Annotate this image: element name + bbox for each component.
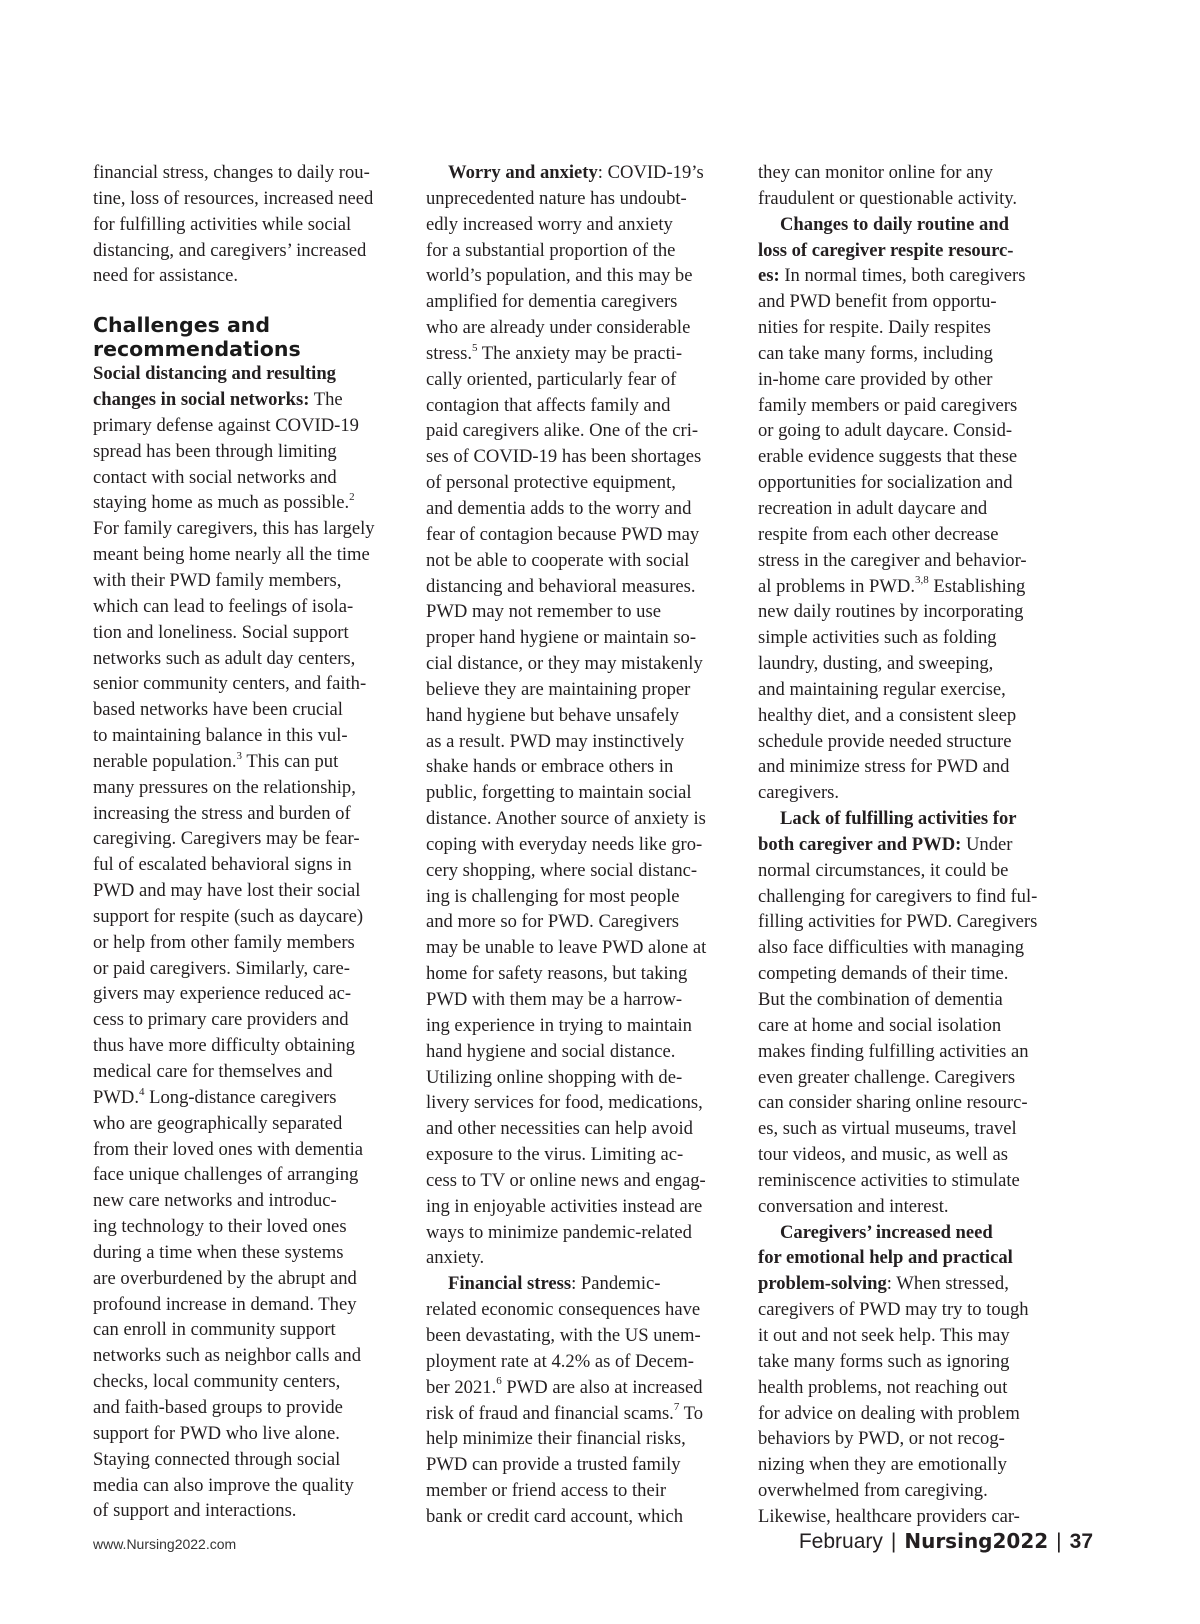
text-line: who are geographically separated xyxy=(93,1112,343,1134)
text-line: challenging for caregivers to find ful- xyxy=(758,885,1038,907)
text-line: for advice on dealing with problem xyxy=(758,1402,1020,1424)
text-line: not be able to cooperate with social xyxy=(426,549,690,571)
text-line: es, such as virtual museums, travel xyxy=(758,1118,1017,1140)
paragraph-daily-routine: Changes to daily routine and loss of caregiver respite resourc- es: In normal times, both caregivers and PWD benefit from opportu- nities for respite. Daily respites can take many forms, including in-home care provided by other family members or paid caregivers or going to adult daycare. Consid- erable evidence suggests that these opportunities for socialization and recreation in adult daycare and respite from each other decrease stress in the caregiver and behavior- al problems in PWD.$^{3,8}$ Establishing new daily routines by incorporating simple activities such as folding laundry, dusting, and sweeping, and maintaining regular exercise, healthy diet, and a consistent sleep schedule provide needed structure and minimize stress for PWD and caregivers. xyxy=(758,212,1070,806)
reference-4: 4 xyxy=(138,1085,145,1098)
text-line: reminiscence activities to stimulate xyxy=(758,1169,1020,1191)
text-line: opportunities for socialization and xyxy=(758,472,1013,494)
text-line: take many forms such as ignoring xyxy=(758,1350,1010,1372)
text-line: increasing the stress and burden of xyxy=(93,802,351,824)
intro-paragraph xyxy=(93,160,405,289)
text-line: new daily routines by incorporating xyxy=(758,601,1024,623)
text-line: care at home and social isolation xyxy=(758,1014,1002,1036)
text-line: support for respite (such as daycare) xyxy=(93,905,364,927)
text-line: senior community centers, and faith- xyxy=(93,673,367,695)
text-line: and faith-based groups to provide xyxy=(93,1396,343,1418)
text-line: caregiving. Caregivers may be fear- xyxy=(93,828,360,850)
text-line: may be unable to leave PWD alone at xyxy=(426,937,707,959)
footer-folio xyxy=(799,1529,1093,1554)
text-line: distancing and behavioral measures. xyxy=(426,575,696,597)
text-line: home for safety reasons, but taking xyxy=(426,963,688,985)
paragraph-financial-stress: Financial stress: Pandemic- related economic consequences have been devastating, with the US unem- ployment rate at 4.2% as of Decem- ber 2021.$^6$ PWD are also at increased risk of fraud and financial scams.$^7$ To help minimize their financial risks, PWD can provide a trusted family member or friend access to their bank or credit card account, which xyxy=(426,1271,738,1529)
text-line: caregivers. xyxy=(758,782,840,804)
text-line: from their loved ones with dementia xyxy=(93,1138,364,1160)
text-line: conversation and interest. xyxy=(758,1195,949,1217)
footer-magazine-name: Nursing2022 xyxy=(904,1529,1049,1553)
column-2 xyxy=(426,160,738,1530)
text-line: PWD may not remember to use xyxy=(426,601,661,623)
text-line: many pressures on the relationship, xyxy=(93,776,356,798)
text-line: to maintaining balance in this vul- xyxy=(93,725,348,747)
text-line: it out and not seek help. This may xyxy=(758,1324,1010,1346)
column-3 xyxy=(758,160,1070,1530)
text-line: ployment rate at 4.2% as of Decem- xyxy=(426,1350,694,1372)
text-line: medical care for themselves and xyxy=(93,1061,333,1082)
text-line: shake hands or embrace others in xyxy=(426,756,674,778)
text-line: ing technology to their loved ones xyxy=(93,1216,347,1238)
text-line: believe they are maintaining proper xyxy=(426,678,691,700)
text-line: cial distance, or they may mistakenly xyxy=(426,653,703,675)
text-line: PWD and may have lost their social xyxy=(93,880,361,902)
text-line: media can also improve the quality xyxy=(93,1474,354,1496)
footer-month: February xyxy=(798,1530,883,1553)
text-line: healthy diet, and a consistent sleep xyxy=(758,704,1017,726)
text-line: can take many forms, including xyxy=(758,342,993,364)
text-line: PWD can provide a trusted family xyxy=(426,1454,681,1476)
text-line: can consider sharing online resourc- xyxy=(758,1092,1028,1114)
text-line: even greater challenge. Caregivers xyxy=(758,1066,1016,1088)
text-line: For family caregivers, this has largely xyxy=(93,518,375,540)
text-line: ful of escalated behavioral signs in xyxy=(93,854,352,876)
text-line: ing experience in trying to maintain xyxy=(426,1014,692,1036)
text-line: are overburdened by the abrupt and xyxy=(93,1267,357,1289)
text-line: contact with social networks and xyxy=(93,466,337,488)
text-line: proper hand hygiene or maintain so- xyxy=(426,627,697,649)
text-line: and minimize stress for PWD and xyxy=(758,756,1010,778)
text-line: related economic consequences have xyxy=(426,1299,701,1321)
text-line: who are already under considerable xyxy=(426,317,691,339)
section-heading: Challenges and recommendations xyxy=(93,313,301,362)
text-line: need for assistance. xyxy=(93,265,239,287)
text-line: and more so for PWD. Caregivers xyxy=(426,911,680,933)
text-line: help minimize their financial risks, xyxy=(426,1428,686,1450)
paragraph-worry-anxiety: Worry and anxiety: COVID-19’s unprecedented nature has undoubt- edly increased worry and anxiety for a substantial proportion of the world’s population, and this may be amplified for dementia caregivers who are already under considerable stress.$^5$ The anxiety may be practi- cally oriented, particularly fear of contagion that affects family and paid caregivers alike. One of the cri- ses of COVID-19 has been shortages of personal protective equipment, and dementia adds to the worry and fear of contagion because PWD may not be able to cooperate with social distancing and behavioral measures. PWD may not remember to use proper hand hygiene or maintain so- cial distance, or they may mistakenly believe they are maintaining proper hand hygiene but behave unsafely as a result. PWD may instinctively shake hands or embrace others in public, forgetting to maintain social distance. Another source of anxiety is coping with everyday needs like gro- cery shopping, where social distanc- ing is challenging for most people and more so for PWD. Caregivers may be unable to leave PWD alone at home for safety reasons, but taking PWD with them may be a harrow- ing experience in trying to maintain hand hygiene and social distance. Utilizing online shopping with de- livery services for food, medications, and other necessities can help avoid exposure to the virus. Limiting ac- cess to TV or online news and engag- ing in enjoyable activities instead are ways to minimize pandemic-related anxiety. xyxy=(426,160,738,1271)
text-line: tour videos, and music, as well as xyxy=(758,1144,1008,1166)
text-line: filling activities for PWD. Caregivers xyxy=(758,911,1038,933)
text-line: makes finding fulfilling activities an xyxy=(758,1040,1029,1062)
text-line: family members or paid caregivers xyxy=(758,394,1018,416)
text-line: or going to adult daycare. Consid- xyxy=(758,420,1013,442)
text-line: bank or credit card account, which xyxy=(426,1505,684,1527)
footer-separator: | xyxy=(1056,1530,1062,1553)
text-line: which can lead to feelings of isola- xyxy=(93,595,354,617)
text-line: recreation in adult daycare and xyxy=(758,497,988,519)
text-line: edly increased worry and anxiety xyxy=(426,213,673,235)
text-line: But the combination of dementia xyxy=(758,989,1003,1010)
text-line: with their PWD family members, xyxy=(93,569,342,591)
text-line: they can monitor online for any xyxy=(758,162,993,183)
text-line: health problems, not reaching out xyxy=(758,1376,1008,1398)
text-line: ing in enjoyable activities instead are xyxy=(426,1195,703,1217)
text-line: spread has been through limiting xyxy=(93,440,337,462)
text-line: tion and loneliness. Social support xyxy=(93,621,349,643)
reference-6: 6 xyxy=(496,1375,502,1388)
text-line: support for PWD who live alone. xyxy=(93,1422,340,1444)
reference-3: 3 xyxy=(236,749,243,762)
text-line: amplified for dementia caregivers xyxy=(426,291,678,313)
text-line: and PWD benefit from opportu- xyxy=(758,291,997,313)
text-line: face unique challenges of arranging xyxy=(93,1164,359,1186)
reference-2: 2 xyxy=(349,491,355,504)
text-line: contagion that affects family and xyxy=(426,394,671,416)
text-line: distancing, and caregivers’ increased xyxy=(93,239,367,261)
text-line: or help from other family members xyxy=(93,931,355,953)
text-line: tine, loss of resources, increased need xyxy=(93,187,374,209)
text-line: and maintaining regular exercise, xyxy=(758,678,1006,700)
text-line: hand hygiene but behave unsafely xyxy=(426,704,679,726)
paragraph-continued xyxy=(758,160,1070,212)
text-line: anxiety. xyxy=(426,1247,485,1269)
text-line: checks, local community centers, xyxy=(93,1371,341,1393)
text-line: can enroll in community support xyxy=(93,1319,336,1341)
text-line: schedule provide needed structure xyxy=(758,730,1012,752)
text-line: during a time when these systems xyxy=(93,1241,344,1263)
text-line: world’s population, and this may be xyxy=(426,265,693,287)
text-line: cery shopping, where social distanc- xyxy=(426,859,698,881)
paragraph-fulfilling-activities: Lack of fulfilling activities for both caregiver and PWD: Under normal circumstances, it could be challenging for caregivers to find ful- filling activities for PWD. Caregivers also face difficulties with managing competing demands of their time. But the combination of dementia care at home and social isolation makes finding fulfilling activities an even greater challenge. Caregivers can consider sharing online resourc- es, such as virtual museums, travel tour videos, and music, as well as reminiscence activities to stimulate conversation and interest. xyxy=(758,806,1070,1220)
text-line: financial stress, changes to daily rou- xyxy=(93,162,370,183)
text-line: nities for respite. Daily respites xyxy=(758,317,991,339)
text-line: fear of contagion because PWD may xyxy=(426,523,700,545)
text-line: hand hygiene and social distance. xyxy=(426,1040,676,1062)
text-line: based networks have been crucial xyxy=(93,699,343,721)
text-line: member or friend access to their xyxy=(426,1480,667,1502)
reference-7: 7 xyxy=(673,1401,680,1414)
reference-3-8: 3,8 xyxy=(915,574,929,587)
text-line: ways to minimize pandemic-related xyxy=(426,1221,692,1243)
text-line: ses of COVID-19 has been shortages xyxy=(426,446,702,468)
text-line: stress in the caregiver and behavior- xyxy=(758,549,1027,571)
text-line: or paid caregivers. Similarly, care- xyxy=(93,957,350,979)
text-line: paid caregivers alike. One of the cri- xyxy=(426,420,699,442)
text-line: simple activities such as folding xyxy=(758,627,997,649)
text-line: networks such as neighbor calls and xyxy=(93,1345,361,1367)
text-line: ing is challenging for most people xyxy=(426,885,680,907)
text-line: new care networks and introduc- xyxy=(93,1190,337,1212)
text-line: cess to primary care providers and xyxy=(93,1009,349,1031)
text-line: distance. Another source of anxiety is xyxy=(426,808,706,830)
text-line: public, forgetting to maintain social xyxy=(426,782,692,804)
text-line: primary defense against COVID-19 xyxy=(93,414,359,436)
text-line: behaviors by PWD, or not recog- xyxy=(758,1428,1005,1450)
text-line: normal circumstances, it could be xyxy=(758,859,1009,881)
text-line: competing demands of their time. xyxy=(758,963,1009,985)
text-line: PWD with them may be a harrow- xyxy=(426,989,683,1010)
reference-5: 5 xyxy=(471,341,478,354)
text-line: for a substantial proportion of the xyxy=(426,239,676,261)
text-line: unprecedented nature has undoubt- xyxy=(426,187,687,209)
text-line: networks such as adult day centers, xyxy=(93,647,356,669)
text-line: coping with everyday needs like gro- xyxy=(426,833,703,855)
text-line: of support and interactions. xyxy=(93,1500,297,1522)
text-line: cess to TV or online news and engag- xyxy=(426,1169,706,1191)
text-line: thus have more difficulty obtaining xyxy=(93,1035,355,1057)
text-line: Utilizing online shopping with de- xyxy=(426,1066,683,1088)
text-line: cally oriented, particularly fear of xyxy=(426,368,677,390)
paragraph-social-distancing: Social distancing and resulting changes in social networks: The primary defense against COVID-19 spread has been through limiting contact with social networks and staying home as much as possible.$^2$ For family caregivers, this has largely meant being home nearly all the time with their PWD family members, which can lead to feelings of isola- tion and loneliness. Social support networks such as adult day centers, senior community centers, and faith- based networks have been crucial to maintaining balance in this vul- nerable population.$^3$ This can put many pressures on the relationship, increasing the stress and burden of caregiving. Caregivers may be fear- ful of escalated behavioral signs in PWD and may have lost their social support for respite (such as daycare) or help from other family members or paid caregivers. Similarly, care- givers may experience reduced ac- cess to primary care providers and thus have more difficulty obtaining medical care for themselves and PWD.$^4$ Long-distance caregivers who are geographically separated from their loved ones with dementia face unique challenges of arranging new care networks and introduc- ing technology to their loved ones during a time when these systems are overburdened by the abrupt and profound increase in demand. They can enroll in community support networks such as neighbor calls and checks, local community centers, and faith-based groups to provide support for PWD who live alone. Staying connected through social media can also improve the quality of support and interactions. xyxy=(93,361,405,1524)
text-line: and dementia adds to the worry and xyxy=(426,497,692,519)
footer-separator: | xyxy=(890,1530,897,1553)
text-line: also face difficulties with managing xyxy=(758,937,1025,959)
text-line: givers may experience reduced ac- xyxy=(93,983,352,1005)
text-line: nizing when they are emotionally xyxy=(758,1454,1007,1476)
paragraph-emotional-help: Caregivers’ increased need for emotional help and practical problem-solving: When stressed, caregivers of PWD may try to tough it out and not seek help. This may take many forms such as ignoring health problems, not reaching out for advice on dealing with problem behaviors by PWD, or not recog- nizing when they are emotionally overwhelmed from caregiving. Likewise, healthcare providers car- xyxy=(758,1220,1070,1530)
text-line: laundry, dusting, and sweeping, xyxy=(758,653,994,675)
text-line: in-home care provided by other xyxy=(758,368,993,390)
text-line: Staying connected through social xyxy=(93,1448,341,1470)
column-1 xyxy=(93,160,405,1524)
text-line: erable evidence suggests that these xyxy=(758,446,1018,468)
text-line: livery services for food, medications, xyxy=(426,1092,703,1114)
text-line: and other necessities can help avoid xyxy=(426,1118,693,1140)
text-line: of personal protective equipment, xyxy=(426,472,676,494)
text-line: caregivers of PWD may try to tough xyxy=(758,1299,1029,1321)
text-line: profound increase in demand. They xyxy=(93,1293,357,1315)
text-line: been devastating, with the US unem- xyxy=(426,1324,701,1346)
text-line: exposure to the virus. Limiting ac- xyxy=(426,1144,684,1166)
text-line: respite from each other decrease xyxy=(758,523,999,545)
text-line: for fulfilling activities while social xyxy=(93,213,352,235)
text-line: fraudulent or questionable activity. xyxy=(758,187,1018,209)
text-line: as a result. PWD may instinctively xyxy=(426,730,685,752)
text-line: Likewise, healthcare providers car- xyxy=(758,1505,1020,1527)
text-line: overwhelmed from caregiving. xyxy=(758,1480,988,1502)
page-number: 37 xyxy=(1069,1530,1093,1553)
text-line: meant being home nearly all the time xyxy=(93,544,370,566)
footer-website-url: www.Nursing2022.com xyxy=(93,1536,237,1552)
